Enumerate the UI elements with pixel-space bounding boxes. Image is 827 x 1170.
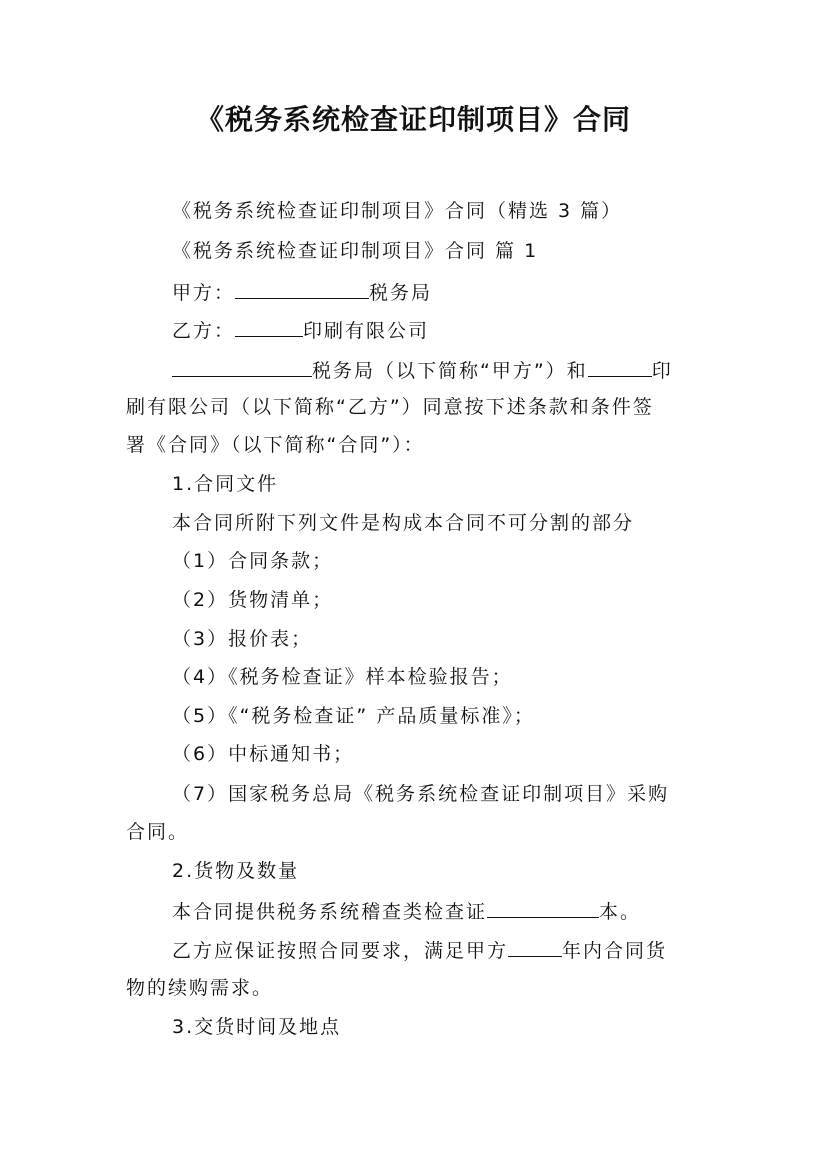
- party-b-blank: [235, 316, 303, 337]
- party-a-label: 甲方：: [172, 282, 236, 304]
- section2-text2: [172, 936, 667, 964]
- preamble-mid: 税务局（以下简称“甲方”）和: [312, 360, 588, 382]
- quantity-suffix: 本。: [599, 901, 642, 923]
- section1-text: 本合同所附下列文件是构成本合同不可分割的部分: [172, 512, 635, 534]
- section3-title: 3.交货时间及地点: [172, 1016, 342, 1038]
- section2-text2-line2: 物的续购需求。: [126, 977, 274, 999]
- years-blank: [508, 936, 562, 957]
- list-item-6: （6）中标通知书；: [172, 743, 355, 765]
- quantity-prefix: 本合同提供税务系统稽查类检查证: [172, 901, 488, 923]
- intro-line: 《税务系统检查证印制项目》合同（精选 3 篇）: [172, 200, 623, 222]
- list-item-2: （2）货物清单；: [172, 589, 334, 611]
- years-prefix: 乙方应保证按照合同要求，满足甲方: [172, 940, 509, 962]
- preamble-line3: 署《合同》（以下简称“合同”）：: [126, 434, 425, 456]
- preamble-line2: 刷有限公司（以下简称“乙方”）同意按下述条款和条件签: [126, 396, 654, 418]
- party-b-line: [172, 316, 429, 344]
- preamble-line1: [172, 356, 673, 384]
- list-item-3: （3）报价表；: [172, 628, 313, 650]
- years-suffix: 年内合同货: [562, 940, 668, 962]
- preamble-blank-2: [588, 356, 652, 377]
- section2-title: 2.货物及数量: [172, 860, 300, 882]
- party-a-line: [172, 278, 432, 306]
- list-item-7-line1: （7）国家税务总局《税务系统检查证印制项目》采购: [172, 783, 670, 805]
- list-item-7-line2: 合同。: [126, 821, 190, 843]
- party-a-blank: [235, 278, 369, 299]
- preamble-blank-1: [172, 356, 312, 377]
- document-title: 《税务系统检查证印制项目》合同: [195, 103, 631, 136]
- party-b-label: 乙方：: [172, 320, 236, 342]
- list-item-1: （1）合同条款；: [172, 550, 334, 572]
- section2-text1: [172, 897, 641, 925]
- quantity-blank: [487, 897, 599, 918]
- party-a-suffix: 税务局: [369, 282, 433, 304]
- list-item-4: （4）《税务检查证》样本检验报告；: [172, 666, 513, 688]
- section1-title: 1.合同文件: [172, 473, 279, 495]
- list-item-5: （5）《“税务检查证” 产品质量标准》；: [172, 705, 535, 727]
- part1-title: 《税务系统检查证印制项目》合同 篇 1: [172, 240, 539, 262]
- party-b-suffix: 印刷有限公司: [303, 320, 430, 342]
- preamble-end: 印: [651, 360, 673, 382]
